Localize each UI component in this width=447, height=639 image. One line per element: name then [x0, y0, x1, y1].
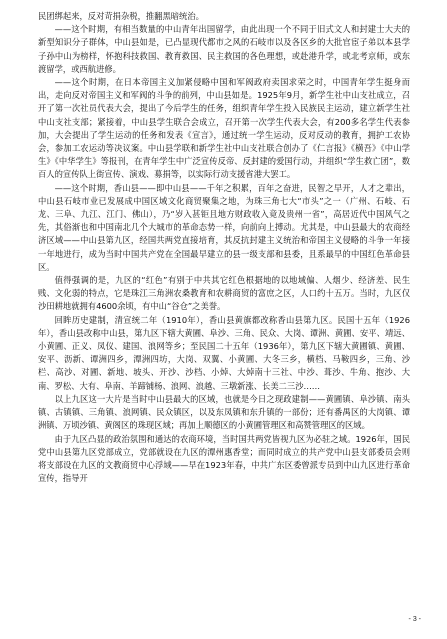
- paragraph: 由于九区凸显的政治氛围和通达的农商环境，当时国共两党皆视九区为必驻之域。1926年，国民党中山县第九区党部成立，党部就设在九区的潭州惠香堂；而同时成立的共产党中山县支部委员会则将支部设在九区的文教商贸中心浮域——早在1923年春，中共广东区委曾派专员到中山九区进行革命宣传，指导开: [38, 433, 410, 484]
- paragraph: 值得强调的是，九区的“红色”有别于中共其它红色根据地的以地域偏、人烟少、经济差、民生贱、文化弱的特点，它是珠江三角洲农桑教育和农耕商贸的富庶之区，人口约十五万。当时，九区仅沙田耕地就拥有4600余顷，有中山“谷仓”之美誉。: [38, 275, 410, 312]
- paragraph: 民团绑起来，反对苛捐杂税，推翻黑暗统治。: [38, 11, 204, 21]
- paragraph: ——这个时期，在日本帝国主义加紧侵略中国和军阀政府卖国求荣之时，中国青年学生挺身而出，走向反对帝国主义和军阀的斗争的前列，中山县如是。1925年9月，新学生社中山支社成立，召开了第一次社员代表大会，提出了今后学生的任务，组织青年学生投入民族民主运动，建立新学生社中山支社支部；紧接着，中山县学生联合会成立，召开第一次学生代表大会，有200多名学生代表参加，大会提出了学生运动的任务和发表《宣言》，通过统一学生运动，反对反动的教育，拥护工农协会，参加工农运动等决议案。中山县学联和新学生社中山支社联合创办了《仁言报》《横吾》《中山学生》《中华学生》等报刊，在青年学生中广泛宣传反帝、反封建的爱国行动，并组织“学生救亡团”，数百人的宣传队上街宣传、演戏、募捐等，以实际行动支援省港大罢工。: [38, 77, 410, 180]
- page-number: - 3 -: [408, 616, 421, 623]
- paragraph: ——这个时期，有相当数量的中山青年出国留学，由此出现一个不同于旧式文人和封建士大夫的新型知识分子群体，中山县如是，已凸显现代都市之风的石岐市以及各区乡的大批官宦子弟以本县学子孙中山为榜样，怀抱科技救国、教育救国、民主救国的各色理想，或赴港升学，或北考京师，或东渡留学，或西航进修。: [38, 24, 410, 74]
- paragraph: 回眸历史建制，清宣统二年（1910年），香山县黄旗都改称香山县第九区。民国十五年（1926年），香山县改称中山县，第九区下辖大黄圃、阜沙、三角、民众、大岗、谭洲、黄圃、安平、靖远、小黄圃、正义、凤仪、建国、浪网等乡；至民国二十五年（1936年），第九区下辖大黄圃镇、黄圃、安平、沥新、谭洲四乡，潭洲四坊，大岗、双翼、小黄圃、大冬三乡，横档、马鞍四乡，三角、沙栏、高沙、对圃、新地、坡头、开沙、沙档、小焯、大焯南十三社、中沙、葺沙、牛角、抱沙、大南、罗松、大有、阜南、羊蹄铺杨、浪网、浪越、三墩新涨、长美二三沙……: [38, 314, 410, 391]
- paragraph: ——这个时期，香山县——即中山县——千年之积累，百年之奋进，民智之早开，人才之辈出，中山县石岐市业已发展成中国区域文化商贸聚集之地，为珠三角七大“市头”之一（广州、石岐、石龙、三阜、九江、江门、佛山），乃“岁入甚钜且地方财政收入竟及贵州一省”，高居近代中国风气之先，其俗渐也和中国南北几个大城市的革命态势一样，向前向上搏动。尤其是，中山县最大的农商经济区域——中山县第九区，经国共两党直接培育，其反抗封建主义统治和帝国主义侵略的斗争一年接一年地进行，成为当时中国共产党在全国最早建立的县一级支部和县委，且系最早的中国红色革命县区。: [38, 182, 410, 272]
- document-body: [38, 10, 410, 485]
- paragraph: 以上九区这一大片是当时中山县最大的区域，也就是今日之现政建制——黄圃镇、阜沙镇、南头镇、古镇镇、三角镇、浪网镇、民众镇区，以及东凤镇和东升镇的一部份；还有番禺区的大岗镇、谭洲镇、万顷沙镇、黄阁区的珠现区域；再加上顺德区的小黄圃管理区和高赞管理区的区域。: [38, 393, 410, 431]
